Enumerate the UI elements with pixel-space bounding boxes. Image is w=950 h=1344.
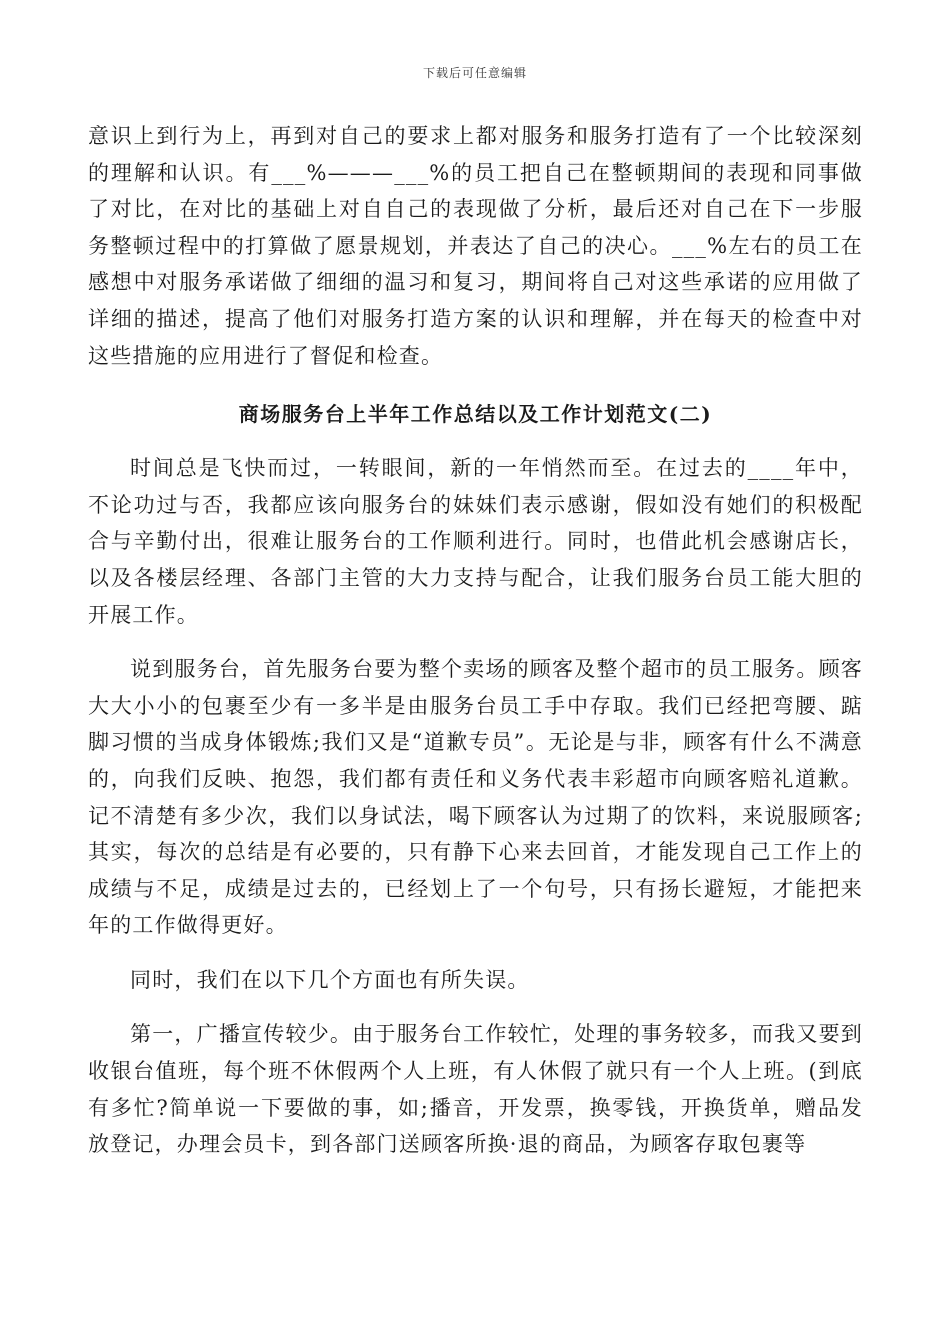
section-title: 商场服务台上半年工作总结以及工作计划范文(二): [238, 402, 713, 427]
paragraph-4: 第一，广播宣传较少。由于服务台工作较忙，处理的事务较多，而我又要到收银台值班，每个班不休假两个人上班，有人休假了就只有一个人上班。(到底有多忙?简单说一下要做的事，如;播音，开发票，换零钱，开换货单，赠品发放登记，办理会员卡，到各部门送顾客所换·退的商品，为顾客存取包裹等: [88, 1022, 863, 1157]
page-header: 下载后可任意编辑: [422, 66, 527, 80]
paragraph-3: 同时，我们在以下几个方面也有所失误。: [130, 967, 530, 992]
document-body: [88, 118, 863, 1163]
paragraph-1: 时间总是飞快而过，一转眼间，新的一年悄然而至。在过去的____年中，不论功过与否，我都应该向服务台的妹妹们表示感谢，假如没有她们的积极配合与辛勤付出，很难让服务台的工作顺利进行。同时，也借此机会感谢店长，以及各楼层经理、各部门主管的大力支持与配合，让我们服务台员工能大胆的开展工作。: [88, 456, 863, 627]
intro-paragraph: 意识上到行为上，再到对自己的要求上都对服务和服务打造有了一个比较深刻的理解和认识。有___%———___%的员工把自己在整顿期间的表现和同事做了对比，在对比的基础上对自自己的表现做了分析，最后还对自己在下一步服务整顿过程中的打算做了愿景规划，并表达了自己的决心。___%左右的员工在感想中对服务承诺做了细细的温习和复习，期间将自己对这些承诺的应用做了详细的描述，提高了他们对服务打造方案的认识和理解，并在每天的检查中对这些措施的应用进行了督促和检查。: [88, 124, 863, 368]
paragraph-2: 说到服务台，首先服务台要为整个卖场的顾客及整个超市的员工服务。顾客大大小小的包裹至少有一多半是由服务台员工手中存取。我们已经把弯腰、踮脚习惯的当成身体锻炼;我们又是“道歉专员”。无论是与非，顾客有什么不满意的，向我们反映、抱怨，我们都有责任和义务代表丰彩超市向顾客赔礼道歉。记不清楚有多少次，我们以身试法，喝下顾客认为过期了的饮料，来说服顾客;其实，每次的总结是有必要的，只有静下心来去回首，才能发现自己工作上的成绩与不足，成绩是过去的，已经划上了一个句号，只有扬长避短，才能把来年的工作做得更好。: [88, 657, 863, 938]
